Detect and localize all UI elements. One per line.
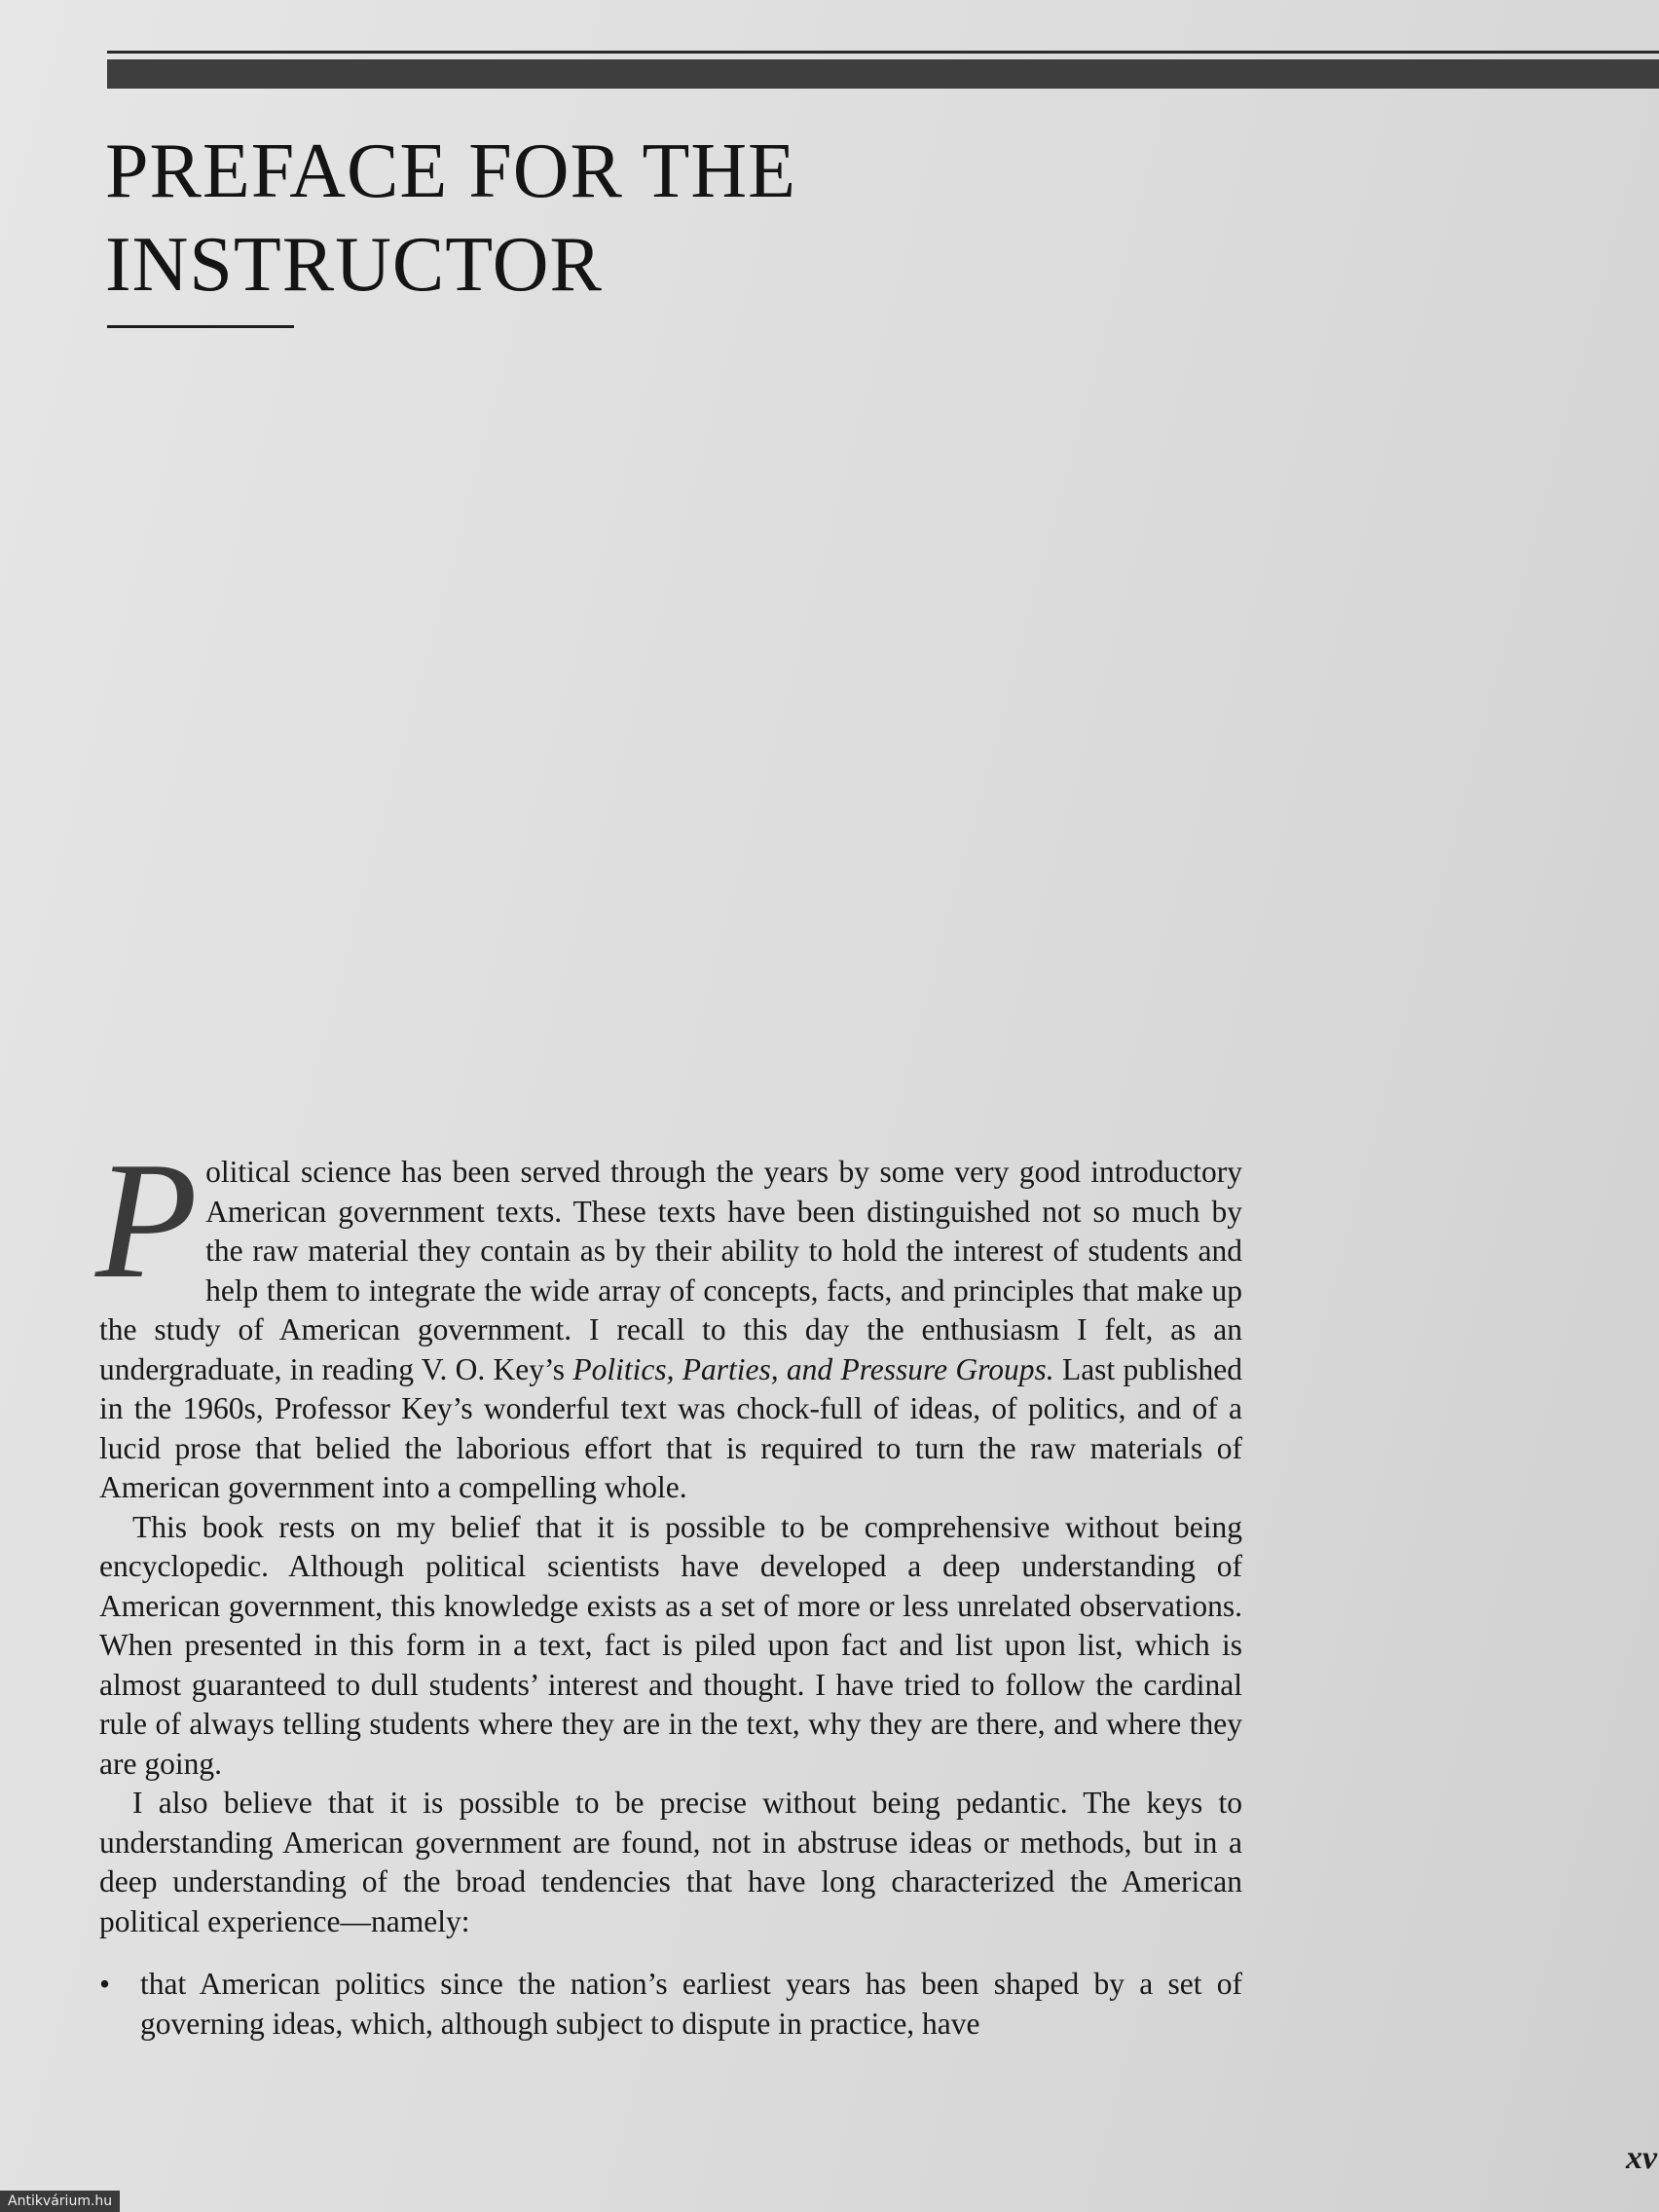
body-text: [95, 1128, 1242, 2044]
bullet-item: [99, 1965, 1242, 2044]
book-title-italic: Politics, Parties, and Pressure Groups.: [572, 1351, 1054, 1386]
paragraph-1-end: Last published in the 1960s, Professor Key’s wonderful text was chock-full of ideas, of politics, and of a lucid prose that belied the laborious effort that is required to turn the raw materials of American government into a compelling whole.: [99, 1351, 1242, 1504]
bullet-marker: •: [99, 1967, 111, 2001]
header-thin-rule: [107, 51, 1659, 54]
chapter-heading-line-2: INSTRUCTOR: [105, 222, 603, 308]
chapter-heading-line-1: PREFACE FOR THE: [105, 129, 796, 214]
chapter-heading: [105, 125, 981, 312]
watermark-label: Antikvárium.hu: [0, 2191, 120, 2212]
paragraph-1: [95, 1128, 1242, 1508]
page-number: xv: [1626, 2140, 1658, 2176]
paragraph-3: I also believe that it is possible to be precise without being pedantic. The keys to understanding American government are found, not in abstruse ideas or methods, but in a deep understanding of the broad tendencies that have long characterized the American political experience—namely:: [99, 1786, 1242, 1938]
header-thick-rule: [107, 59, 1659, 89]
paragraph-2: This book rests on my belief that it is possible to be comprehensive without being encyclopedic. Although political scientists have developed a deep understanding of American government, this knowledge exists as a set of more or less unrelated observations. When presented in this form in a text, fact is piled upon fact and list upon list, which is almost guaranteed to dull students’ interest and thought. I have tried to follow the cardinal rule of always telling students where they are in the text, why they are there, and where they are going.: [99, 1509, 1242, 1781]
paragraph-1-text: olitical science has been served through the years by some very good introductory American government texts. These texts have been distinguished not so much by the raw material they contain as by their ability to hold the interest of students and help them to integrate the wide array of concepts, facts, and principles that make up the study of American government. I recall to this day the enthusiasm I felt, as an undergraduate, in reading V. O. Key’s: [99, 1155, 1242, 1386]
drop-cap: P: [95, 1128, 199, 1313]
bullet-text: that American politics since the nation’s earliest years has been shaped by a set of governing ideas, which, although subject to dispute in practice, have: [140, 1967, 1242, 2041]
heading-underline-rule: [107, 325, 294, 328]
